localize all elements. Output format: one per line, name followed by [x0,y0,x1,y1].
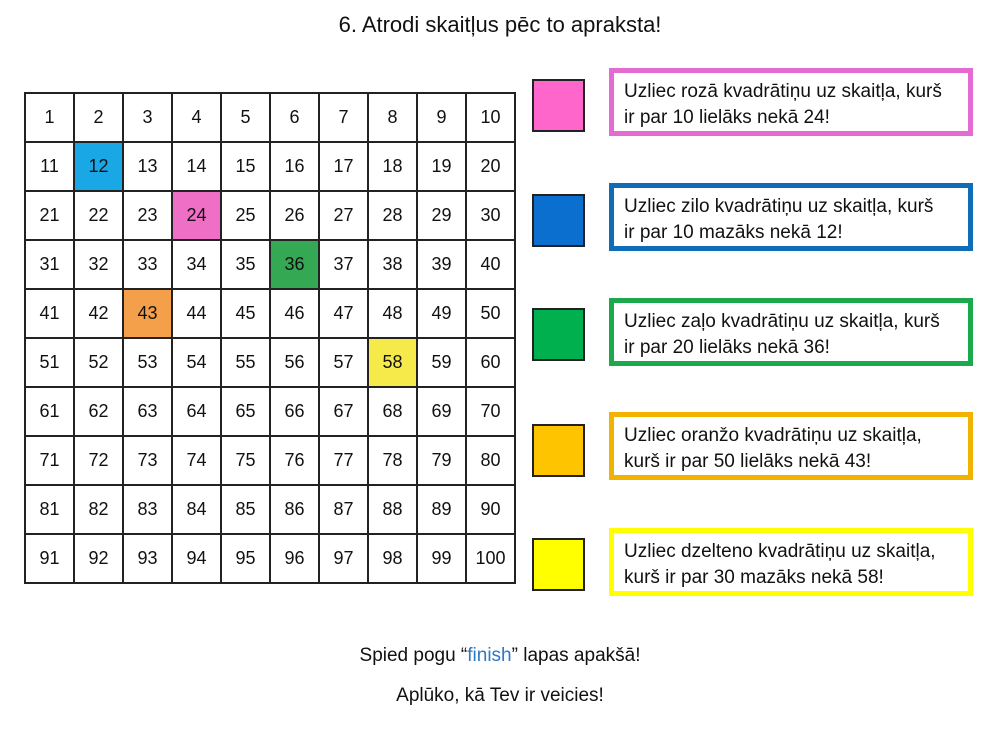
grid-cell-66[interactable]: 66 [271,388,320,437]
footer-text-before: Spied pogu “ [359,645,468,666]
grid-cell-16[interactable]: 16 [271,143,320,192]
grid-cell-44[interactable]: 44 [173,290,222,339]
grid-cell-12[interactable]: 12 [75,143,124,192]
footer-encouragement: Aplūko, kā Tev ir veicies! [396,685,604,706]
grid-cell-62[interactable]: 62 [75,388,124,437]
grid-cell-35[interactable]: 35 [222,241,271,290]
grid-cell-60[interactable]: 60 [467,339,516,388]
grid-cell-64[interactable]: 64 [173,388,222,437]
task-line-1: Uzliec zaļo kvadrātiņu uz skaitļa, kurš [624,311,940,332]
grid-cell-42[interactable]: 42 [75,290,124,339]
grid-cell-27[interactable]: 27 [320,192,369,241]
grid-cell-26[interactable]: 26 [271,192,320,241]
grid-cell-99[interactable]: 99 [418,535,467,584]
grid-cell-78[interactable]: 78 [369,437,418,486]
grid-cell-89[interactable]: 89 [418,486,467,535]
grid-cell-17[interactable]: 17 [320,143,369,192]
grid-cell-93[interactable]: 93 [124,535,173,584]
grid-cell-49[interactable]: 49 [418,290,467,339]
grid-cell-30[interactable]: 30 [467,192,516,241]
grid-cell-97[interactable]: 97 [320,535,369,584]
number-grid [24,92,516,584]
task-line-2: kurš ir par 30 mazāks nekā 58! [624,567,884,588]
grid-cell-52[interactable]: 52 [75,339,124,388]
grid-cell-77[interactable]: 77 [320,437,369,486]
task-card-green [609,298,973,366]
grid-cell-46[interactable]: 46 [271,290,320,339]
grid-cell-76[interactable]: 76 [271,437,320,486]
grid-cell-4[interactable]: 4 [173,94,222,143]
grid-cell-58[interactable]: 58 [369,339,418,388]
footer-instruction [0,644,1000,668]
grid-cell-29[interactable]: 29 [418,192,467,241]
task-card-yellow [609,528,973,596]
grid-cell-8[interactable]: 8 [369,94,418,143]
grid-cell-20[interactable]: 20 [467,143,516,192]
task-line-2: ir par 10 lielāks nekā 24! [624,107,830,128]
grid-cell-86[interactable]: 86 [271,486,320,535]
task-card-pink [609,68,973,136]
grid-cell-25[interactable]: 25 [222,192,271,241]
page-title: 6. Atrodi skaitļus pēc to apraksta! [338,12,662,37]
grid-cell-39[interactable]: 39 [418,241,467,290]
grid-cell-50[interactable]: 50 [467,290,516,339]
task-line-1: Uzliec oranžo kvadrātiņu uz skaitļa, [624,425,922,446]
grid-cell-33[interactable]: 33 [124,241,173,290]
grid-cell-59[interactable]: 59 [418,339,467,388]
task-line-2: ir par 20 lielāks nekā 36! [624,337,830,358]
task-line-1: Uzliec rozā kvadrātiņu uz skaitļa, kurš [624,81,942,102]
grid-cell-9[interactable]: 9 [418,94,467,143]
grid-cell-70[interactable]: 70 [467,388,516,437]
grid-cell-36[interactable]: 36 [271,241,320,290]
grid-cell-32[interactable]: 32 [75,241,124,290]
grid-cell-74[interactable]: 74 [173,437,222,486]
task-card-blue [609,183,973,251]
grid-cell-11[interactable]: 11 [26,143,75,192]
grid-cell-68[interactable]: 68 [369,388,418,437]
grid-cell-55[interactable]: 55 [222,339,271,388]
grid-cell-24[interactable]: 24 [173,192,222,241]
grid-cell-6[interactable]: 6 [271,94,320,143]
grid-cell-48[interactable]: 48 [369,290,418,339]
grid-cell-1[interactable]: 1 [26,94,75,143]
grid-cell-54[interactable]: 54 [173,339,222,388]
grid-cell-100[interactable]: 100 [467,535,516,584]
task-line-1: Uzliec zilo kvadrātiņu uz skaitļa, kurš [624,196,934,217]
grid-cell-69[interactable]: 69 [418,388,467,437]
grid-cell-40[interactable]: 40 [467,241,516,290]
grid-cell-94[interactable]: 94 [173,535,222,584]
grid-cell-28[interactable]: 28 [369,192,418,241]
grid-cell-90[interactable]: 90 [467,486,516,535]
task-line-1: Uzliec dzelteno kvadrātiņu uz skaitļa, [624,541,936,562]
grid-cell-95[interactable]: 95 [222,535,271,584]
grid-cell-53[interactable]: 53 [124,339,173,388]
task-card-orange [609,412,973,480]
grid-cell-31[interactable]: 31 [26,241,75,290]
yellow-square[interactable] [532,538,585,591]
grid-cell-65[interactable]: 65 [222,388,271,437]
grid-cell-13[interactable]: 13 [124,143,173,192]
grid-cell-3[interactable]: 3 [124,94,173,143]
task-line-2: kurš ir par 50 lielāks nekā 43! [624,451,872,472]
grid-cell-92[interactable]: 92 [75,535,124,584]
grid-cell-73[interactable]: 73 [124,437,173,486]
grid-cell-79[interactable]: 79 [418,437,467,486]
grid-cell-72[interactable]: 72 [75,437,124,486]
grid-cell-22[interactable]: 22 [75,192,124,241]
grid-cell-34[interactable]: 34 [173,241,222,290]
grid-cell-75[interactable]: 75 [222,437,271,486]
footer-text-after: ” lapas apakšā! [511,645,641,666]
grid-cell-47[interactable]: 47 [320,290,369,339]
grid-cell-88[interactable]: 88 [369,486,418,535]
grid-cell-67[interactable]: 67 [320,388,369,437]
grid-cell-51[interactable]: 51 [26,339,75,388]
grid-cell-21[interactable]: 21 [26,192,75,241]
grid-cell-23[interactable]: 23 [124,192,173,241]
grid-cell-87[interactable]: 87 [320,486,369,535]
grid-cell-38[interactable]: 38 [369,241,418,290]
task-line-2: ir par 10 mazāks nekā 12! [624,222,843,243]
blue-square[interactable] [532,194,585,247]
grid-cell-14[interactable]: 14 [173,143,222,192]
grid-cell-84[interactable]: 84 [173,486,222,535]
grid-cell-81[interactable]: 81 [26,486,75,535]
grid-cell-71[interactable]: 71 [26,437,75,486]
grid-cell-7[interactable]: 7 [320,94,369,143]
grid-cell-91[interactable]: 91 [26,535,75,584]
grid-cell-57[interactable]: 57 [320,339,369,388]
grid-cell-56[interactable]: 56 [271,339,320,388]
grid-cell-98[interactable]: 98 [369,535,418,584]
finish-word: finish [467,645,512,666]
green-square[interactable] [532,308,585,361]
grid-cell-15[interactable]: 15 [222,143,271,192]
grid-cell-18[interactable]: 18 [369,143,418,192]
grid-cell-5[interactable]: 5 [222,94,271,143]
grid-cell-45[interactable]: 45 [222,290,271,339]
grid-cell-63[interactable]: 63 [124,388,173,437]
orange-square[interactable] [532,424,585,477]
grid-cell-2[interactable]: 2 [75,94,124,143]
pink-square[interactable] [532,79,585,132]
grid-cell-80[interactable]: 80 [467,437,516,486]
grid-cell-10[interactable]: 10 [467,94,516,143]
grid-cell-41[interactable]: 41 [26,290,75,339]
grid-cell-37[interactable]: 37 [320,241,369,290]
grid-cell-85[interactable]: 85 [222,486,271,535]
grid-cell-96[interactable]: 96 [271,535,320,584]
grid-cell-83[interactable]: 83 [124,486,173,535]
grid-cell-82[interactable]: 82 [75,486,124,535]
grid-cell-19[interactable]: 19 [418,143,467,192]
grid-cell-61[interactable]: 61 [26,388,75,437]
grid-cell-43[interactable]: 43 [124,290,173,339]
